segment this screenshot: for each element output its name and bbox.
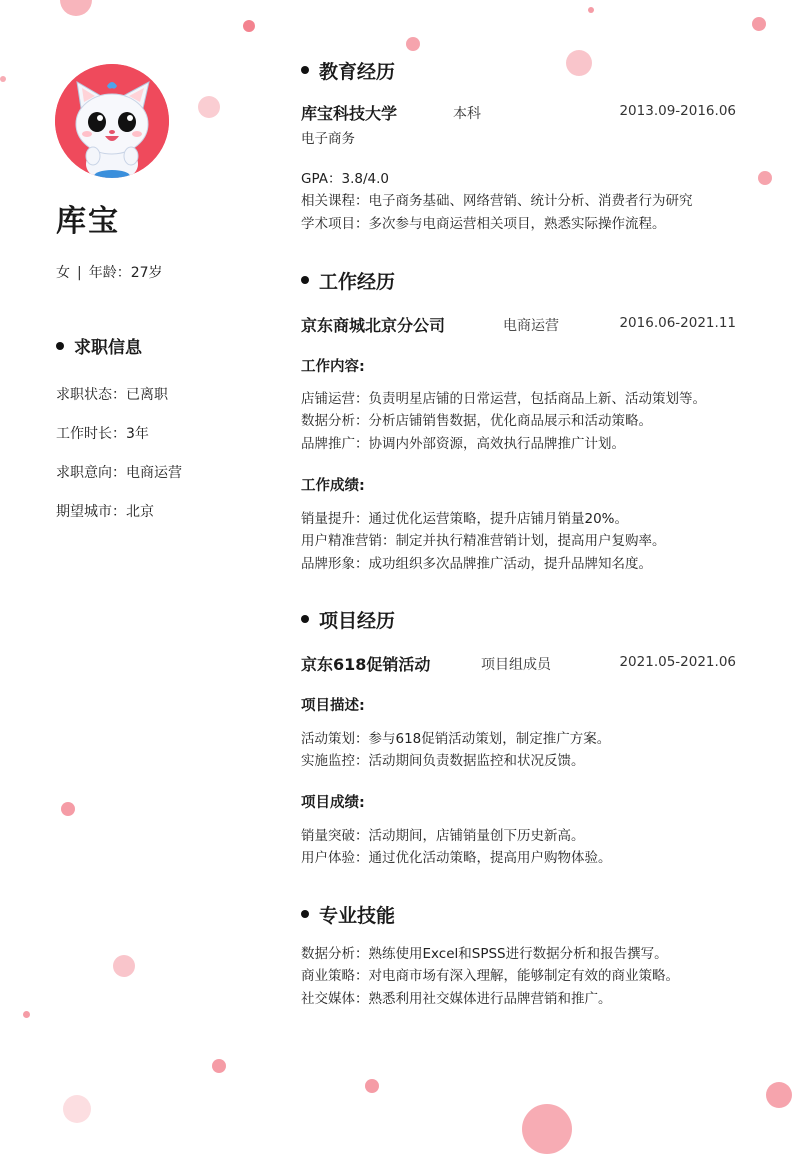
education-date: 2013.09-2016.06 xyxy=(619,103,736,119)
work-header xyxy=(301,313,736,337)
bullet-icon xyxy=(301,276,309,284)
decor-dot xyxy=(566,50,592,76)
age: 年龄：27岁 xyxy=(88,265,163,281)
job-info-status: 求职状态：已离职 xyxy=(56,387,168,403)
gender: 女 xyxy=(56,265,70,281)
section-title-text: 工作经历 xyxy=(319,271,396,293)
job-info-city: 期望城市：北京 xyxy=(56,504,154,520)
education-projects: 学术项目：多次参与电商运营相关项目，熟悉实际操作流程。 xyxy=(301,216,666,232)
work-content-item: 品牌推广：协调内外部资源，高效执行品牌推广计划。 xyxy=(301,436,625,452)
section-title-skills xyxy=(301,901,395,928)
decor-dot xyxy=(758,171,772,185)
decor-dot xyxy=(198,96,220,118)
project-desc-item: 活动策划：参与618促销活动策划，制定推广方案。 xyxy=(301,731,611,747)
work-result-item: 销量提升：通过优化运营策略，提升店铺月销量20%。 xyxy=(301,511,629,527)
job-info-duration: 工作时长：3年 xyxy=(56,426,149,442)
degree: 本科 xyxy=(453,106,481,122)
school-name: 库宝科技大学 xyxy=(301,104,398,123)
section-title-project xyxy=(301,606,395,633)
section-title-education xyxy=(301,57,395,84)
major: 电子商务 xyxy=(301,131,355,147)
section-title-text: 教育经历 xyxy=(319,61,396,83)
work-content-title: 工作内容: xyxy=(301,359,365,375)
candidate-name: 库宝 xyxy=(56,204,120,239)
work-result-item: 品牌形象：成功组织多次品牌推广活动，提升品牌知名度。 xyxy=(301,556,652,572)
decor-dot xyxy=(752,17,766,31)
company-name: 京东商城北京分公司 xyxy=(301,316,446,335)
section-title-job-info xyxy=(56,333,142,358)
basic-info xyxy=(56,262,163,282)
bullet-icon xyxy=(301,910,309,918)
bullet-icon xyxy=(301,66,309,74)
work-content-item: 数据分析：分析店铺销售数据，优化商品展示和活动策略。 xyxy=(301,413,652,429)
skill-item: 社交媒体：熟悉利用社交媒体进行品牌营销和推广。 xyxy=(301,991,612,1007)
divider: | xyxy=(77,265,82,281)
decor-dot xyxy=(406,37,420,51)
education-gpa: GPA：3.8/4.0 xyxy=(301,171,389,187)
decor-dot xyxy=(522,1104,572,1154)
work-role: 电商运营 xyxy=(503,318,559,334)
decor-dot xyxy=(61,802,75,816)
decor-dot xyxy=(63,1095,91,1123)
work-result-item: 用户精准营销：制定并执行精准营销计划，提高用户复购率。 xyxy=(301,533,666,549)
project-desc-title: 项目描述: xyxy=(301,698,365,714)
project-desc-item: 实施监控：活动期间负责数据监控和状况反馈。 xyxy=(301,753,585,769)
decor-dot xyxy=(588,7,594,13)
skill-item: 数据分析：熟练使用Excel和SPSS进行数据分析和报告撰写。 xyxy=(301,946,668,962)
project-name: 京东618促销活动 xyxy=(301,655,431,674)
project-result-item: 用户体验：通过优化活动策略，提高用户购物体验。 xyxy=(301,850,612,866)
cat-mascot-icon xyxy=(55,64,169,178)
project-results-title: 项目成绩: xyxy=(301,795,365,811)
work-content-item: 店铺运营：负责明星店铺的日常运营，包括商品上新、活动策划等。 xyxy=(301,391,706,407)
project-header xyxy=(301,652,736,676)
decor-dot xyxy=(243,20,255,32)
work-results-title: 工作成绩: xyxy=(301,478,365,494)
job-info-list xyxy=(56,384,182,540)
education-header xyxy=(301,101,736,125)
decor-dot xyxy=(0,76,6,82)
project-date: 2021.05-2021.06 xyxy=(619,654,736,670)
bullet-icon xyxy=(56,342,64,350)
decor-dot xyxy=(60,0,92,16)
work-date: 2016.06-2021.11 xyxy=(619,315,736,331)
skill-item: 商业策略：对电商市场有深入理解，能够制定有效的商业策略。 xyxy=(301,968,679,984)
section-title-text: 项目经历 xyxy=(319,610,396,632)
project-result-item: 销量突破：活动期间，店铺销量创下历史新高。 xyxy=(301,828,585,844)
job-info-intention: 求职意向：电商运营 xyxy=(56,465,182,481)
bullet-icon xyxy=(301,615,309,623)
education-courses: 相关课程：电子商务基础、网络营销、统计分析、消费者行为研究 xyxy=(301,193,693,209)
decor-dot xyxy=(212,1059,226,1073)
project-role: 项目组成员 xyxy=(481,657,551,673)
decor-dot xyxy=(766,1082,792,1108)
decor-dot xyxy=(23,1011,30,1018)
section-title-work xyxy=(301,267,395,294)
section-title-text: 专业技能 xyxy=(319,905,396,927)
decor-dot xyxy=(365,1079,379,1093)
decor-dot xyxy=(113,955,135,977)
section-title-text: 求职信息 xyxy=(74,338,142,358)
avatar xyxy=(55,64,169,178)
